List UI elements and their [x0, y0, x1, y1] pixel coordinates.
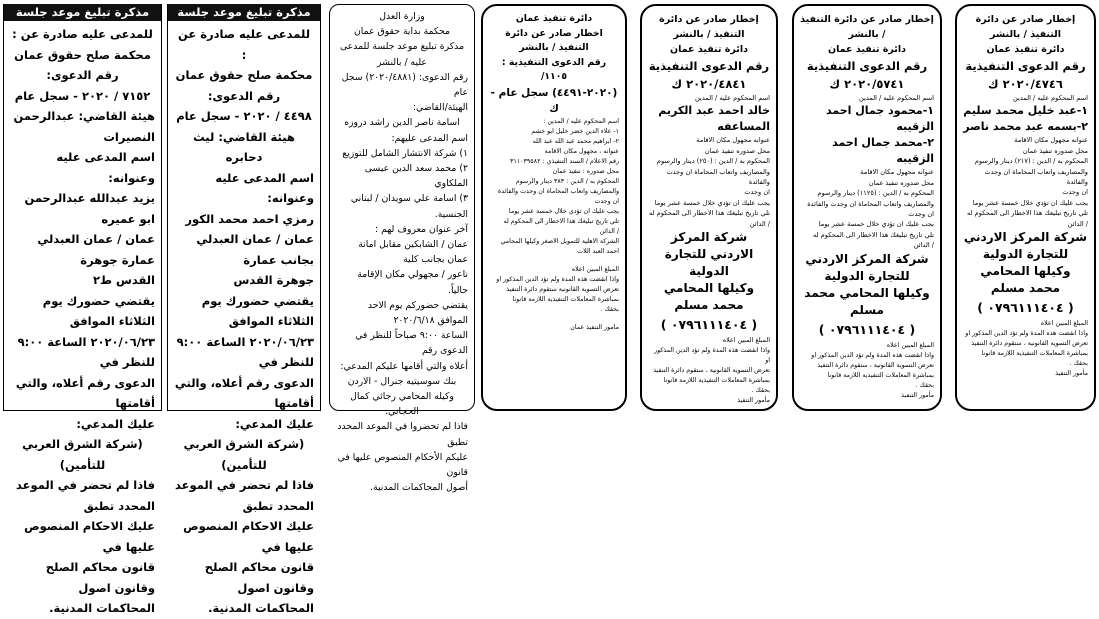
notice-line: اسم المحكوم عليه / المدين: [694, 94, 770, 102]
notice-header: مذكرة تبليغ موعد جلسة: [168, 4, 320, 21]
notice-footer: مأمور التنفيذ: [901, 391, 934, 399]
notice-line: بحقك .: [600, 305, 619, 313]
judge-line: هيئة القاضي: عبدالرحمن النصيرات: [13, 109, 155, 144]
notice-line: والمصاريف واتعاب المحاماة ان وجدت والفائدة: [807, 199, 934, 208]
notice-line: الدعوى رقم أعلاه، والتي أقامتها: [174, 375, 314, 410]
notice-title: دائرة تنفيذ عمان: [827, 44, 906, 55]
notice-line: اسم المحكوم عليه / المدين: [858, 94, 934, 102]
notice-line: واذا انقضت هذه المدة ولم تؤد الدين المذكور او: [654, 347, 770, 365]
notice-line: فاذا لم تحضر في الموعد المحدد تطبق: [16, 478, 155, 513]
notice-line: عليكم الأحكام المنصوص عليها في قانون: [337, 451, 468, 479]
notice-footer: مأمور التنفيذ: [1055, 370, 1088, 378]
notice-line: بحقك .: [915, 381, 934, 389]
notice-line: ان وجدت: [594, 197, 619, 205]
notice-line: عليك الاحكام المنصوص عليها في: [24, 519, 155, 554]
case-label: رقم الدعوى التنفيذية : ١١٠٥/: [501, 56, 607, 82]
notice-line: محل صدوره تنفيذ عمان: [868, 178, 934, 187]
notice-line: يجب عليك ان تؤدي خلال خمسة عشر يوما: [818, 220, 934, 229]
execution-notice-2: [640, 4, 778, 411]
creditor-lawyer: وكيلها المحامي محمد مسلم: [804, 285, 930, 317]
notice-line: للمدعى عليه صادرة عن :: [177, 27, 311, 62]
notice-line: بحقك .: [751, 387, 770, 395]
defendant-name: ٣) اسامة علي سويدان / لبناني الجنسية.: [350, 193, 468, 220]
debtor-name: ٢-بسمه عبد محمد ناصر: [963, 120, 1088, 134]
notice-line: رقم الدعوى:: [46, 68, 119, 82]
case-number: (٢٠٢٠-٤٤٩١) سجل عام - ك: [490, 86, 618, 115]
judge-name: اسامة ناصر الدين راشد دروزه: [344, 117, 460, 129]
notice-line: تلي تاريخ تبليغك هذا الاخطار الى المحكوم له: [503, 217, 619, 225]
judge-line: هيئة القاضي: ليث دحابره: [193, 129, 295, 164]
creditor-lawyer: وكيلها المحامي محمد مسلم: [663, 281, 755, 313]
notice-line: يقتضي حضورك يوم الثلاثاء الموافق: [42, 293, 155, 328]
notice-line: القدس ط٢: [92, 273, 155, 287]
notice-line: عنوانه مجهول مكان الاقامة: [1014, 136, 1088, 145]
notice-header: مذكرة تبليغ موعد جلسة: [4, 4, 161, 21]
court-notice-2: [167, 4, 321, 615]
notice-line: المحاكمات المدنية.: [208, 601, 314, 615]
case-number: ٤٤٩٨ / ٢٠٢٠ - سجل عام: [176, 109, 312, 123]
notice-line: للمدعى عليه صادرة عن :: [12, 27, 153, 41]
debtor-name: ١- علاء الدين خضر خليل ابو خشم: [531, 127, 619, 135]
notice-line: ناعور / مجهولي مكان الإقامة حالياً.: [357, 269, 468, 296]
notice-title: دائرة تنفيذ عمان: [669, 44, 748, 55]
notice-line: فاذا لم تحضروا في الموعد المحدد تطبق: [337, 421, 468, 448]
case-number: رقم الدعوى: (٢٠٢٠/٤٨٨١) سجل عام: [341, 71, 468, 99]
notice-line: يجب عليك ان تؤدي خلال خمسة عشر يوما: [972, 198, 1088, 207]
notice-line: ان وجدت: [908, 210, 934, 219]
ministry-title: وزارة العدل: [379, 11, 425, 22]
plaintiff-name: (شركة الشرق العربي للتأمين): [22, 437, 143, 472]
notice-line: محل صدوره تنفيذ عمان: [1022, 146, 1088, 155]
notice-line: الدعوى رقم أعلاه، والتي أقامتها: [15, 375, 155, 410]
notice-line: اسم المدعى عليهم:: [391, 132, 468, 144]
notice-line: عليك الاحكام المنصوص عليها في: [183, 519, 314, 554]
notice-line: اسم المدعى عليه وعنوانه:: [215, 170, 314, 205]
debtor-name: ٢- ابراهيم محمد عبد الله عبد الله: [532, 137, 619, 145]
notice-line: تعرض التسوية القانونية ، ستقوم دائرة التنفيذ: [653, 367, 770, 375]
notice-line: تلي تاريخ تبليغك هذا الاخطار الى المحكوم له: [648, 209, 770, 218]
creditor-name: شركة المركز الاردني للتجارة الدولية: [805, 251, 929, 283]
notice-line: والمصاريف واتعاب المحاماة ان وجدت والفائدة: [666, 167, 770, 187]
notice-subtitle: اخطار صادر عن دائرة التنفيذ / بالنشر: [505, 27, 603, 53]
notice-line: تلي تاريخ تبليغك هذا الاخطار الى المحكوم له: [812, 230, 934, 239]
notice-line: الهيئة/القاضي:: [412, 102, 468, 114]
notice-line: المبلغ المبين اعلاه: [722, 337, 770, 345]
notice-line: بمباشرة المعاملات التنفيذية اللازمة قانونا: [512, 295, 619, 303]
plaintiff-name: (شركة الشرق العربي للتأمين): [183, 437, 305, 472]
notice-line: تعرض التسوية القانونية ، ستقوم دائرة التنفيذ: [971, 340, 1088, 348]
notice-line: مذكرة تبليغ موعد جلسة للمدعى: [339, 41, 465, 53]
execution-notice-3: [792, 4, 942, 411]
defendant-name: رمزي احمد محمد الكور: [185, 211, 314, 226]
plaintiff-name: بنك سوسيتيه جنرال - الاردن: [347, 375, 457, 387]
notice-line: ٢٠٢٠/٠٦/٢٣ الساعة ٩:٠٠ للنظر في: [17, 334, 155, 369]
case-label: رقم الدعوى التنفيذية: [965, 59, 1086, 73]
notice-line: بمباشرة المعاملات التنفيذية اللازمة قانونا: [663, 377, 770, 385]
notice-line: عمان / عمان العبدلي بجانب عمارة: [196, 232, 314, 267]
notice-footer: مامور التنفيذ عمان: [570, 323, 619, 331]
case-label: رقم الدعوى التنفيذية: [648, 59, 770, 73]
notice-line: رقم الدعوى:: [207, 88, 281, 103]
notice-line: المحكوم به / الدين : (٢٥٠) دينار والرسوم: [656, 157, 770, 166]
execution-notice-1: [481, 4, 627, 411]
notice-line: الساعة ٩:٠٠ صباحاً للنظر في الدعوى رقم: [355, 330, 468, 357]
notice-line: فاذا لم تحضر في الموعد المحدد تطبق: [175, 478, 314, 513]
notice-line: اسم المحكوم عليه / المدين: [1012, 94, 1088, 102]
creditor-name: شركة المركز الاردني للتجارة الدولية: [664, 230, 754, 279]
debtor-name: ٢-محمد جمال احمد الزقيبه: [832, 136, 934, 166]
notice-line: أصول المحاكمات المدنية.: [370, 482, 468, 494]
court-name: محكمة صلح حقوق عمان: [175, 68, 313, 82]
case-number: ٢٠٢٠/٤٧٤٦ ك: [988, 77, 1063, 91]
notice-line: واذا انقضت هذه المدة ولم تؤد الدين المذكور او: [496, 275, 619, 283]
creditor-name: الشركة الاهلية للتمويل الاصغر وكيلها المحامي: [500, 237, 619, 245]
notice-line: والمصاريف واتعاب المحاماة ان وجدت والفائدة: [984, 167, 1088, 187]
notice-line: يجب عليك ان تؤدي خلال خمسة عشر يوما: [654, 198, 770, 207]
court-notice-1: [3, 4, 162, 615]
notice-line: رقم الاعلام / السند التنفيذي : ٣١١٠٣٩٥٨٢: [510, 157, 619, 165]
notice-line: ان وجدت: [744, 188, 770, 197]
notice-line: واذا انقضت هذه المدة ولم تؤد الدين المذكور او: [965, 330, 1088, 338]
notice-line: عنوانه ، مجهول مكان الاقامة: [544, 147, 619, 155]
notice-line: آخر عنوان معروف لهم :: [374, 223, 468, 235]
notice-line: بحقك .: [1069, 360, 1088, 368]
defendant-name: ٢) محمد سعد الدين عيسى الملكاوي: [364, 163, 468, 190]
notice-title: دائرة تنفيذ عمان: [986, 44, 1065, 55]
notice-line: عليك المدعي:: [76, 416, 155, 431]
defendant-name: يزيد عبدالله عبدالرحمن ابو عميره: [24, 191, 155, 226]
notice-subtitle: إخطار صادر عن دائرة التنفيذ / بالنشر: [800, 14, 934, 40]
notice-line: / الدائن: [599, 227, 619, 235]
notice-line: / الدائن: [913, 241, 934, 250]
notice-line: عمان / الشابكين مقابل امانة عمان بجانب كلية: [358, 239, 468, 266]
notice-line: محل صدوره : تنفيذ عمان: [552, 167, 619, 175]
notice-line: عليك المدعي:: [235, 416, 314, 431]
notice-subtitle: إخطار صادر عن دائرة التنفيذ / بالنشر: [975, 14, 1076, 40]
notice-line: تعرض التسوية القانونية ستقوم دائرة التنفيذ: [506, 285, 619, 293]
notice-title: دائرة تنفيذ عمان: [515, 13, 593, 24]
case-number: ٧١٥٢ / ٢٠٢٠ - سجل عام: [14, 88, 151, 103]
notice-subtitle: إخطار صادر عن دائرة التنفيذ / بالنشر: [659, 14, 759, 40]
notice-line: واذا انقضت هذه المدة ولم تؤد الدين المذكور او: [811, 351, 934, 359]
notice-line: قانون محاكم الصلح وقانون اصول: [204, 560, 314, 595]
notice-line: أعلاه والتي أقامها عليكم المدعي:: [340, 360, 468, 372]
notice-line: المبلغ المبين اعلاه: [571, 265, 619, 273]
notice-line: بمباشرة المعاملات التنفيذية اللازمة قانونا: [981, 350, 1088, 358]
notice-line: ان وجدت: [1062, 188, 1088, 197]
notice-line: والمصاريف واتعاب المحاماة ان وجدت والفائدة: [497, 187, 619, 195]
notice-line: / الدائن: [1067, 219, 1088, 228]
court-name: محكمة بداية حقوق عمان: [353, 26, 450, 38]
case-label: رقم الدعوى التنفيذية: [806, 59, 928, 73]
notice-footer: مأمور التنفيذ: [737, 397, 770, 405]
creditor-lawyer: وكيلها المحامي محمد مسلم: [980, 264, 1071, 296]
notice-line: عمان / عمان العبدلي عمارة جوهرة: [37, 232, 155, 267]
notice-line: يقتضي حضورك يوم الثلاثاء الموافق: [201, 293, 314, 328]
notice-line: وكيله المحامي رجائي كمال الحجاني.: [350, 391, 454, 418]
debtor-name: خالد احمد عبد الكريم المساعفه: [658, 104, 770, 134]
case-number: ٢٠٢٠/٥٧٤١ ك: [829, 77, 905, 91]
creditor-name: شركة المركز الاردني للتجارة الدولية: [963, 230, 1088, 262]
notice-line: المحكوم به / الدين : ٣٨٣ دينار والرسوم: [515, 177, 619, 185]
debtor-name: ١-محمود جمال احمد الزقيبه: [825, 104, 934, 134]
notice-line: ٢٠٢٠/٠٦/٢٣ الساعة ٩:٠٠ للنظر في: [176, 334, 314, 369]
notice-line: يجب عليك ان تؤدي خلال خمسة عشر يوما: [508, 207, 619, 215]
notice-line: عنوانه مجهول مكان الاقامة: [696, 136, 770, 145]
notice-line: تلي تاريخ تبليغك هذا الاخطار الى المحكوم له: [966, 209, 1088, 218]
phone-number: ( ٠٧٩٦١١١٤٠٤ ): [660, 317, 758, 333]
notice-line: المحكوم به / الدين : (١١٢٥) دينار والرسوم: [817, 189, 934, 198]
notice-line: يقتضي حضوركم يوم الاحد الموافق ٢٠٢٠/٦/١٨: [367, 299, 468, 327]
execution-notice-4: [955, 4, 1096, 411]
notice-line: عنوانه مجهول مكان الاقامة: [860, 168, 934, 177]
defendant-name: ١) شركة الانتشار الشامل للتوزيع: [342, 147, 468, 159]
notice-line: اسم المحكوم عليه / المدين :: [543, 117, 619, 125]
notice-line: المحكوم به / الدين : (٢١٧) دينار والرسوم: [974, 157, 1088, 166]
notice-line: عليه / بالنشر: [377, 56, 427, 68]
notice-line: المبلغ المبين اعلاه: [886, 341, 934, 349]
phone-number: ( ٠٧٩٦١١١٤٠٤ ): [818, 321, 916, 337]
notice-line: محل صدوره تنفيذ عمان: [704, 146, 770, 155]
notice-line: المحاكمات المدنية.: [49, 601, 155, 615]
notice-line: المبلغ المبين اعلاه: [1040, 320, 1088, 328]
notice-line: قانون محاكم الصلح وقانون اصول: [45, 560, 155, 595]
debtor-name: ١-عبد خليل محمد سليم: [963, 104, 1088, 118]
notice-line: / الدائن: [749, 219, 770, 228]
case-number: ٢٠٢٠/٤٨٤١ ك: [671, 77, 747, 91]
phone-number: ( ٠٧٩٦١١١٤٠٤ ): [977, 300, 1074, 316]
court-name: محكمة صلح حقوق عمان: [14, 47, 151, 62]
notice-line: جوهرة القدس: [233, 273, 314, 287]
notice-line: تعرض التسوية القانونية ، ستقوم دائرة التنفيذ: [817, 361, 934, 369]
notice-line: اسم المدعى عليه وعنوانه:: [56, 150, 155, 185]
notice-line: بمباشرة المعاملات التنفيذية اللازمة قانونا: [827, 371, 934, 379]
ministry-notice: [329, 4, 475, 494]
creditor-name: احمد العبد اللات: [577, 247, 619, 255]
